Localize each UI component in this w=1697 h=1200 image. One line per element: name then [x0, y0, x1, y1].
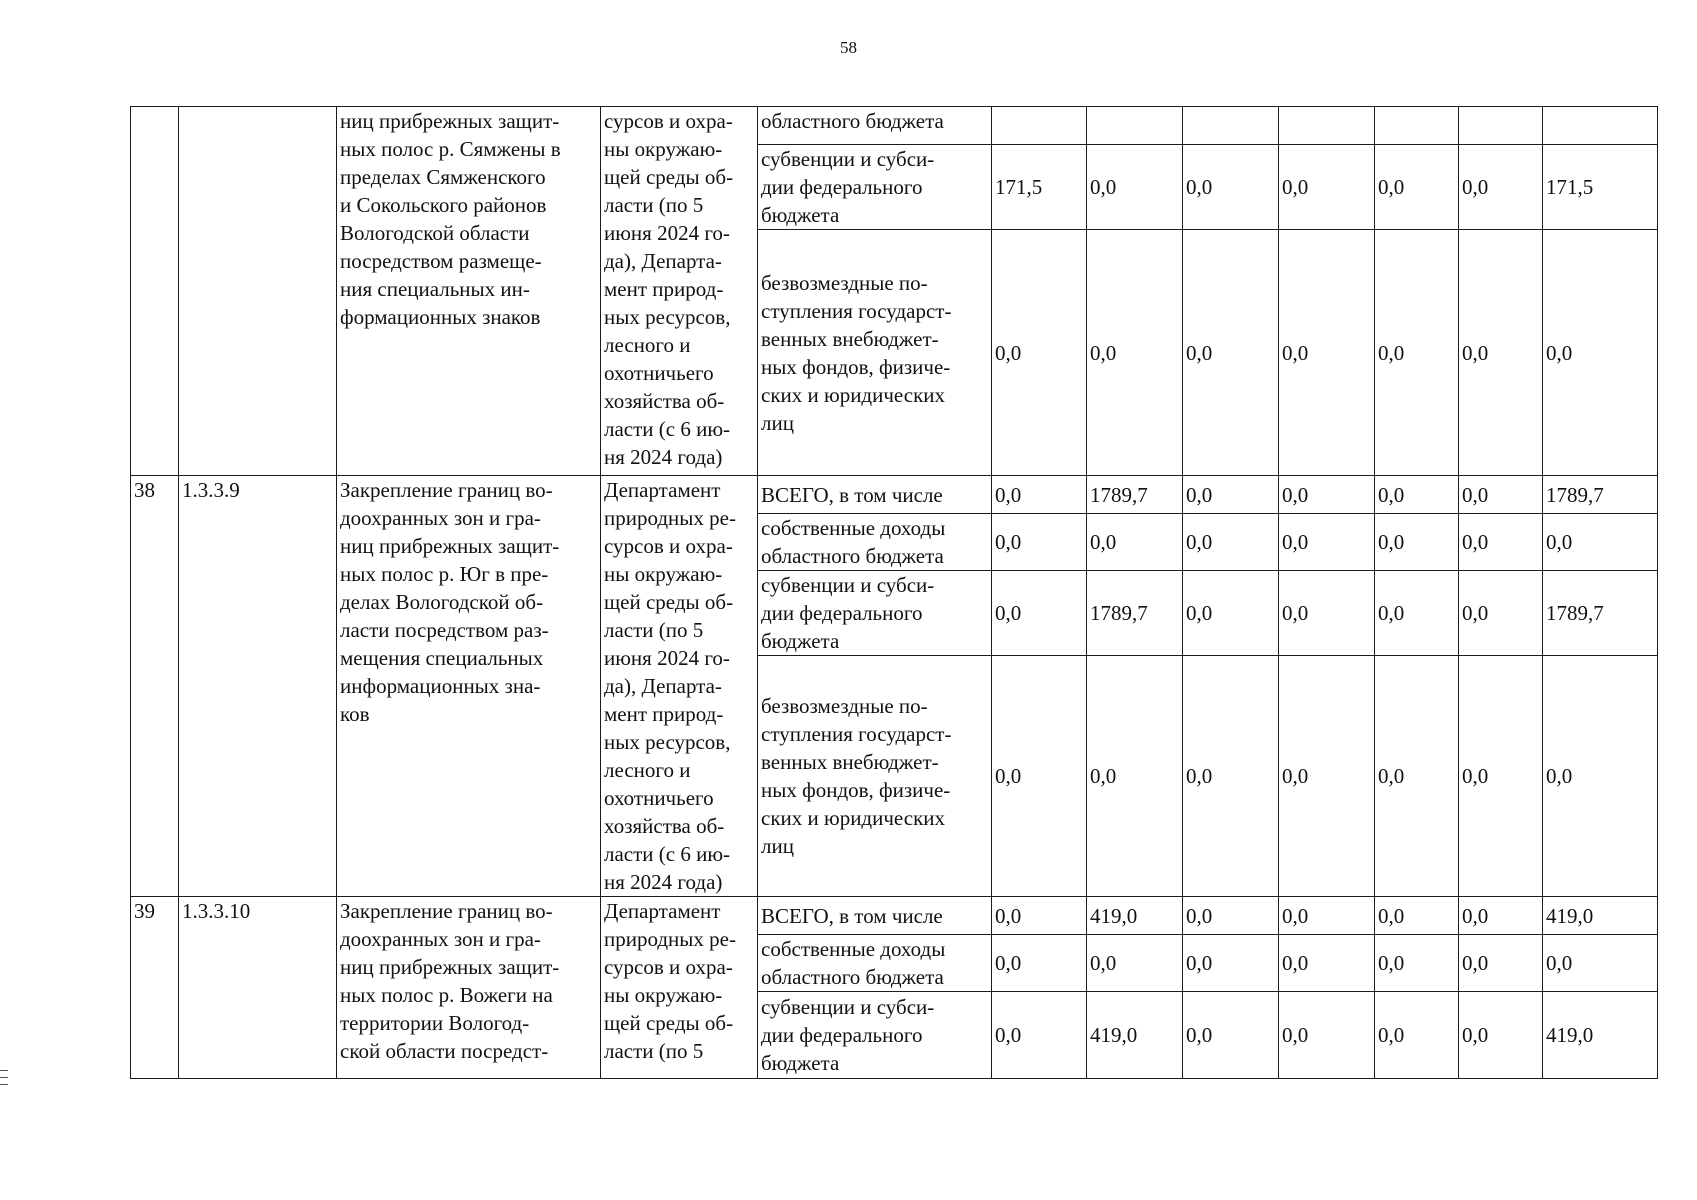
- value-cell: [1183, 107, 1279, 145]
- value-cell: 171,5: [1543, 145, 1658, 230]
- margin-mark: [0, 1084, 8, 1085]
- value-cell: 0,0: [992, 476, 1087, 514]
- funding-source-own: собственные доходы областного бюджета: [758, 935, 992, 992]
- value-cell: 419,0: [1087, 897, 1183, 935]
- value-cell: 0,0: [992, 897, 1087, 935]
- value-cell: 0,0: [1279, 514, 1375, 571]
- value-cell: 0,0: [1375, 476, 1459, 514]
- value-cell: 0,0: [1375, 992, 1459, 1079]
- value-cell: 0,0: [1459, 476, 1543, 514]
- value-cell: 0,0: [1087, 230, 1183, 476]
- value-cell: 0,0: [1279, 571, 1375, 656]
- value-cell: 0,0: [1183, 230, 1279, 476]
- entry-code-cell: 1.3.3.10: [179, 897, 337, 1079]
- funding-source-own: собственные доходы областного бюджета: [758, 514, 992, 571]
- value-cell: 0,0: [1183, 476, 1279, 514]
- funding-source-own: областного бюджета: [758, 107, 992, 145]
- value-cell: 0,0: [1183, 571, 1279, 656]
- value-cell: 419,0: [1087, 992, 1183, 1079]
- value-cell: 0,0: [1543, 230, 1658, 476]
- funding-source-federal: субвенции и субси- дии федерального бюджета: [758, 992, 992, 1079]
- value-cell: 419,0: [1543, 992, 1658, 1079]
- value-cell: 0,0: [1183, 992, 1279, 1079]
- value-cell: [1459, 107, 1543, 145]
- value-cell: 0,0: [1279, 656, 1375, 897]
- table-row: [131, 476, 1658, 514]
- value-cell: 0,0: [992, 935, 1087, 992]
- entry-executor: сурсов и охра- ны окружаю- щей среды об- ласти (по 5 июня 2024 го- да), Департа- мент природ- ных ресурсов, лесного и охотничьего хозяйства об- ласти (с 6 ию- ня 2024 года): [601, 107, 758, 476]
- funding-source-federal: субвенции и субси- дии федерального бюджета: [758, 145, 992, 230]
- value-cell: [1375, 107, 1459, 145]
- value-cell: 1789,7: [1087, 571, 1183, 656]
- funding-source-extra-budgetary: безвозмездные по- ступления государст- венных внебюджет- ных фондов, физиче- ских и юридических лиц: [758, 656, 992, 897]
- entry-number-cell: [131, 107, 179, 476]
- value-cell: 0,0: [1375, 656, 1459, 897]
- value-cell: [1543, 107, 1658, 145]
- entry-code-cell: [179, 107, 337, 476]
- value-cell: 0,0: [1183, 145, 1279, 230]
- program-activities-table: [130, 106, 1658, 1079]
- value-cell: 0,0: [1543, 935, 1658, 992]
- value-cell: 0,0: [1459, 897, 1543, 935]
- value-cell: 0,0: [1183, 656, 1279, 897]
- value-cell: 0,0: [1087, 656, 1183, 897]
- value-cell: 0,0: [1183, 935, 1279, 992]
- page-number: 58: [840, 38, 857, 57]
- table-row: [131, 897, 1658, 935]
- funding-source-extra-budgetary: безвозмездные по- ступления государст- венных внебюджет- ных фондов, физиче- ских и юридических лиц: [758, 230, 992, 476]
- value-cell: 0,0: [1087, 514, 1183, 571]
- value-cell: 0,0: [1459, 145, 1543, 230]
- value-cell: [1087, 107, 1183, 145]
- entry-executor: Департамент природных ре- сурсов и охра- ны окружаю- щей среды об- ласти (по 5: [601, 897, 758, 1079]
- value-cell: [992, 107, 1087, 145]
- funding-source-federal: субвенции и субси- дии федерального бюджета: [758, 571, 992, 656]
- value-cell: 0,0: [1459, 571, 1543, 656]
- value-cell: 0,0: [1459, 514, 1543, 571]
- value-cell: 0,0: [1459, 656, 1543, 897]
- value-cell: 0,0: [1279, 935, 1375, 992]
- value-cell: 1789,7: [1543, 476, 1658, 514]
- entry-executor: Департамент природных ре- сурсов и охра- ны окружаю- щей среды об- ласти (по 5 июня 2024 го- да), Департа- мент природ- ных ресурсов, лесного и охотничьего хозяйства об- ласти (с 6 ию- ня 2024 года): [601, 476, 758, 897]
- value-cell: 0,0: [1543, 514, 1658, 571]
- value-cell: 0,0: [1375, 230, 1459, 476]
- value-cell: 0,0: [1459, 992, 1543, 1079]
- value-cell: 1789,7: [1087, 476, 1183, 514]
- table-row: [131, 107, 1658, 145]
- value-cell: 0,0: [1279, 476, 1375, 514]
- value-cell: 0,0: [1375, 571, 1459, 656]
- value-cell: 0,0: [1279, 897, 1375, 935]
- value-cell: 0,0: [1459, 230, 1543, 476]
- value-cell: 0,0: [1183, 514, 1279, 571]
- entry-description: Закрепление границ во- доохранных зон и гра- ниц прибрежных защит- ных полос р. Юг в пре- делах Вологодской об- ласти посредством раз- мещения специальных информационных зна- ков: [337, 476, 601, 897]
- value-cell: 0,0: [992, 571, 1087, 656]
- value-cell: 0,0: [1375, 145, 1459, 230]
- value-cell: 0,0: [1279, 145, 1375, 230]
- entry-description: ниц прибрежных защит- ных полос р. Сямжены в пределах Сямженского и Сокольского районов Вологодской области посредством размеще- ния специальных ин- формационных знаков: [337, 107, 601, 476]
- value-cell: 0,0: [1183, 897, 1279, 935]
- entry-description: Закрепление границ во- доохранных зон и гра- ниц прибрежных защит- ных полос р. Вожеги на территории Вологод- ской области посредст-: [337, 897, 601, 1079]
- value-cell: 0,0: [992, 992, 1087, 1079]
- entry-code-cell: 1.3.3.9: [179, 476, 337, 897]
- margin-mark: [0, 1077, 8, 1078]
- value-cell: 171,5: [992, 145, 1087, 230]
- value-cell: 0,0: [1279, 992, 1375, 1079]
- value-cell: 0,0: [1375, 897, 1459, 935]
- funding-source-total: ВСЕГО, в том числе: [758, 476, 992, 514]
- value-cell: 0,0: [1375, 935, 1459, 992]
- value-cell: 419,0: [1543, 897, 1658, 935]
- value-cell: 0,0: [1087, 935, 1183, 992]
- entry-number-cell: 38: [131, 476, 179, 897]
- value-cell: 0,0: [1279, 230, 1375, 476]
- value-cell: 1789,7: [1543, 571, 1658, 656]
- value-cell: 0,0: [1543, 656, 1658, 897]
- value-cell: 0,0: [992, 514, 1087, 571]
- value-cell: 0,0: [1087, 145, 1183, 230]
- funding-source-total: ВСЕГО, в том числе: [758, 897, 992, 935]
- entry-number-cell: 39: [131, 897, 179, 1079]
- value-cell: [1279, 107, 1375, 145]
- margin-mark: [0, 1070, 8, 1071]
- value-cell: 0,0: [1459, 935, 1543, 992]
- value-cell: 0,0: [992, 230, 1087, 476]
- value-cell: 0,0: [992, 656, 1087, 897]
- value-cell: 0,0: [1375, 514, 1459, 571]
